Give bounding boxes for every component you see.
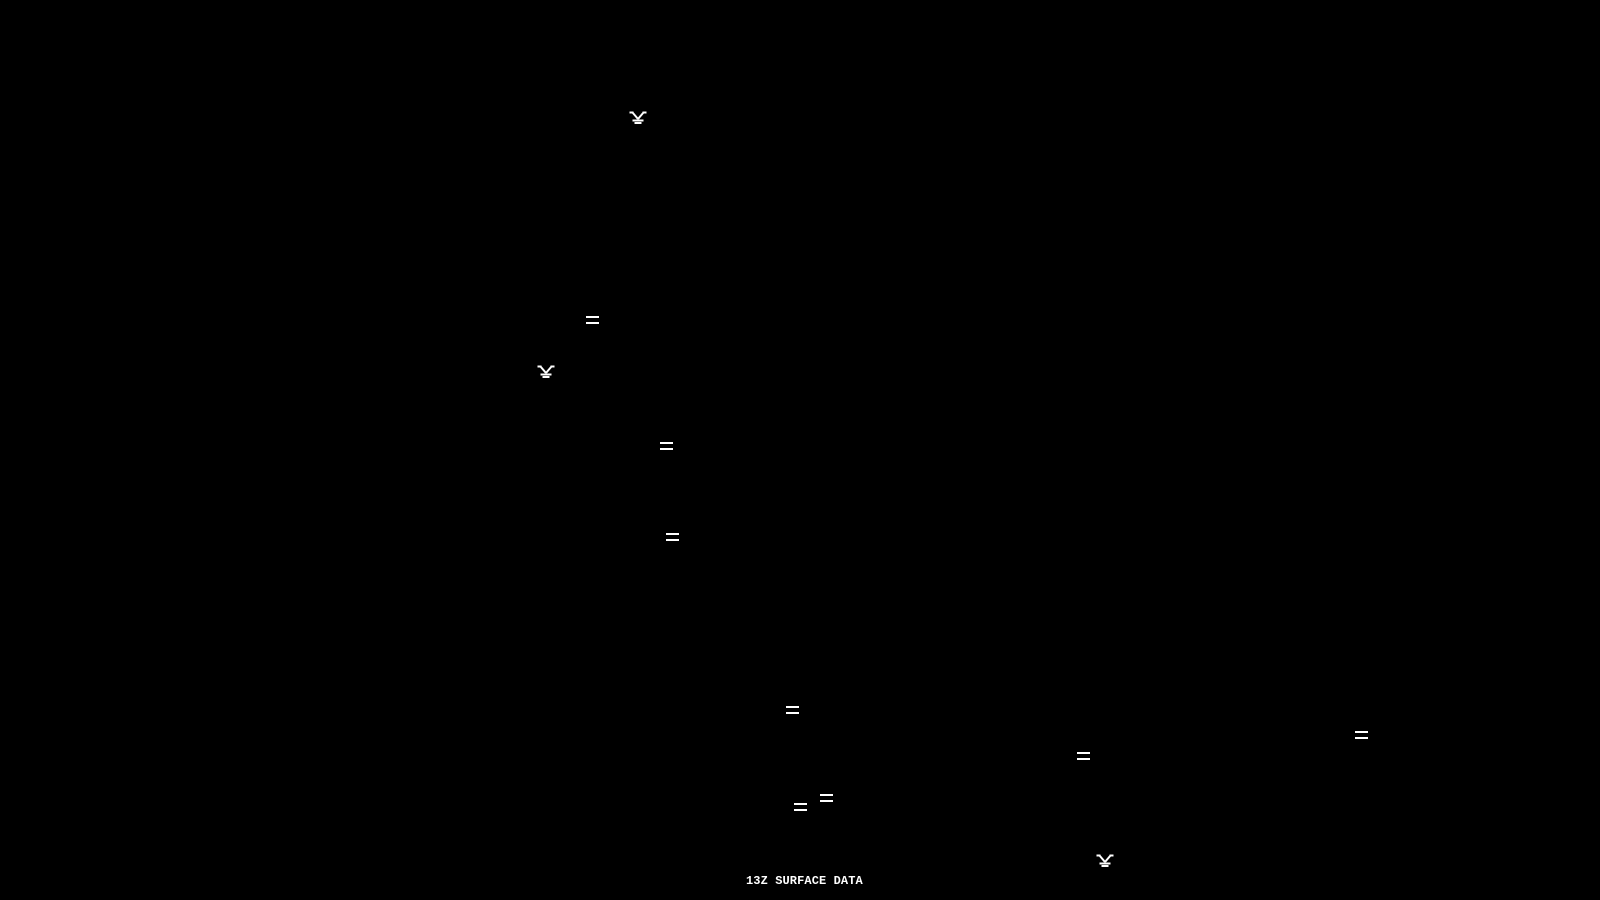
mist-symbol-icon [666, 533, 679, 541]
mist-symbol-icon [1355, 731, 1368, 739]
mist-symbol-icon [820, 794, 833, 802]
v-over-equals-symbol-icon [537, 365, 555, 378]
mist-symbol-icon [786, 706, 799, 714]
mist-symbol-icon [1077, 752, 1090, 760]
v-over-equals-symbol-icon [629, 111, 647, 124]
plot-title: 13Z SURFACE DATA [746, 874, 863, 888]
v-over-equals-symbol-icon [1096, 854, 1114, 867]
mist-symbol-icon [586, 316, 599, 324]
mist-symbol-icon [794, 803, 807, 811]
mist-symbol-icon [660, 442, 673, 450]
